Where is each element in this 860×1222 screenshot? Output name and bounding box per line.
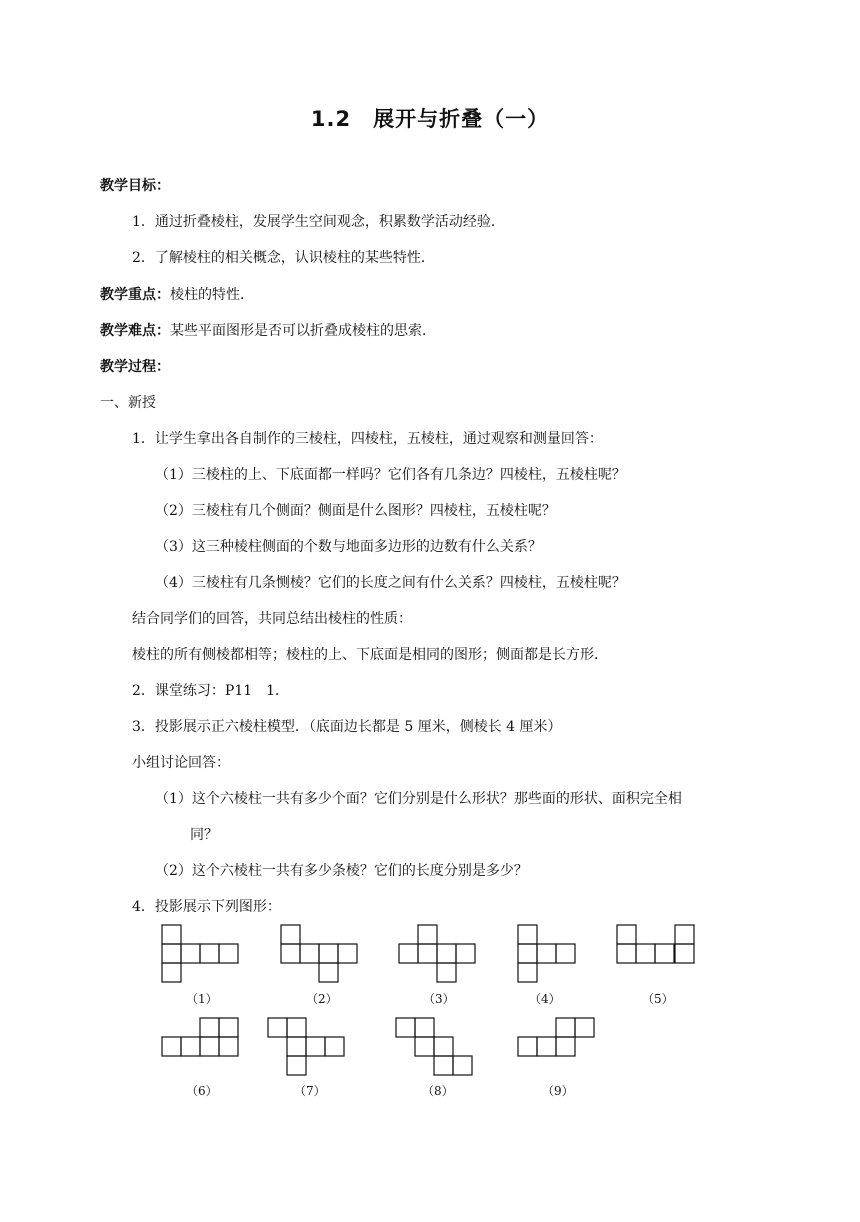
question-item: （1）三棱柱的上、下底面都一样吗？它们各有几条边？四棱柱，五棱柱呢？: [155, 467, 626, 483]
step-1: 1．让学生拿出各自制作的三棱柱，四棱柱，五棱柱，通过观察和测量回答：: [132, 431, 603, 447]
net-figure-2: [281, 925, 357, 982]
question-item: （2）三棱柱有几个侧面？侧面是什么图形？四棱柱，五棱柱呢？: [155, 503, 556, 519]
net-figure-8: [396, 1018, 472, 1075]
step-4: 4．投影展示下列图形：: [132, 899, 281, 915]
difficulty-text: 某些平面图形是否可以折叠成棱柱的思索．: [170, 323, 436, 339]
question-item: （2）这个六棱柱一共有多少条棱？它们的长度分别是多少？: [155, 863, 528, 879]
summary-intro: 结合同学们的回答，共同总结出棱柱的性质：: [132, 611, 412, 627]
question-item: （4）三棱柱有几条恻棱？它们的长度之间有什么关系？四棱柱，五棱柱呢？: [155, 575, 626, 591]
figure-label: （1）: [186, 992, 218, 1006]
summary-text: 棱柱的所有侧棱都相等；棱柱的上、下底面是相同的图形；侧面都是长方形．: [132, 647, 608, 663]
figure-label: （4）: [529, 992, 561, 1006]
figure-label: （7）: [294, 1084, 326, 1098]
question-item: （1）这个六棱柱一共有多少个面？它们分别是什么形状？那些面的形状、面积完全相: [155, 791, 682, 807]
figure-label: （5）: [642, 992, 674, 1006]
net-figure-1: [162, 925, 238, 982]
step-3: 3．投影展示正六棱柱模型．（底面边长都是 5 厘米，侧棱长 4 厘米）: [132, 719, 562, 735]
question-item-continued: 同？: [190, 827, 218, 843]
net-figure-6: [162, 1018, 238, 1056]
objectives-heading: 教学目标：: [100, 178, 170, 194]
net-figure-4: [518, 925, 575, 982]
net-figure-5: [617, 925, 694, 963]
objective-item: 1．通过折叠棱柱，发展学生空间观念，积累数学活动经验．: [132, 214, 505, 230]
key-point-label: 教学重点：: [100, 287, 170, 303]
objective-item: 2．了解棱柱的相关概念，认识棱柱的某些特性．: [132, 250, 435, 266]
figure-label: （3）: [423, 992, 455, 1006]
net-figure-3: [399, 925, 475, 982]
group-discussion: 小组讨论回答：: [132, 755, 230, 771]
figure-label: （6）: [186, 1084, 218, 1098]
figure-label: （2）: [306, 992, 338, 1006]
question-item: （3）这三种棱柱侧面的个数与地面多边形的边数有什么关系？: [155, 539, 542, 555]
figure-label: （9）: [542, 1084, 574, 1098]
net-figure-7: [268, 1018, 344, 1075]
page-title: 1.2 展开与折叠（一）: [310, 107, 550, 131]
step-2: 2．课堂练习：P11 1．: [132, 683, 290, 699]
process-heading: 教学过程：: [100, 359, 170, 375]
difficulty-label: 教学难点：: [100, 323, 170, 339]
key-point-text: 棱柱的特性．: [170, 287, 254, 303]
figure-label: （8）: [422, 1084, 454, 1098]
section-heading: 一、新授: [100, 395, 156, 411]
net-figure-9: [518, 1018, 594, 1056]
